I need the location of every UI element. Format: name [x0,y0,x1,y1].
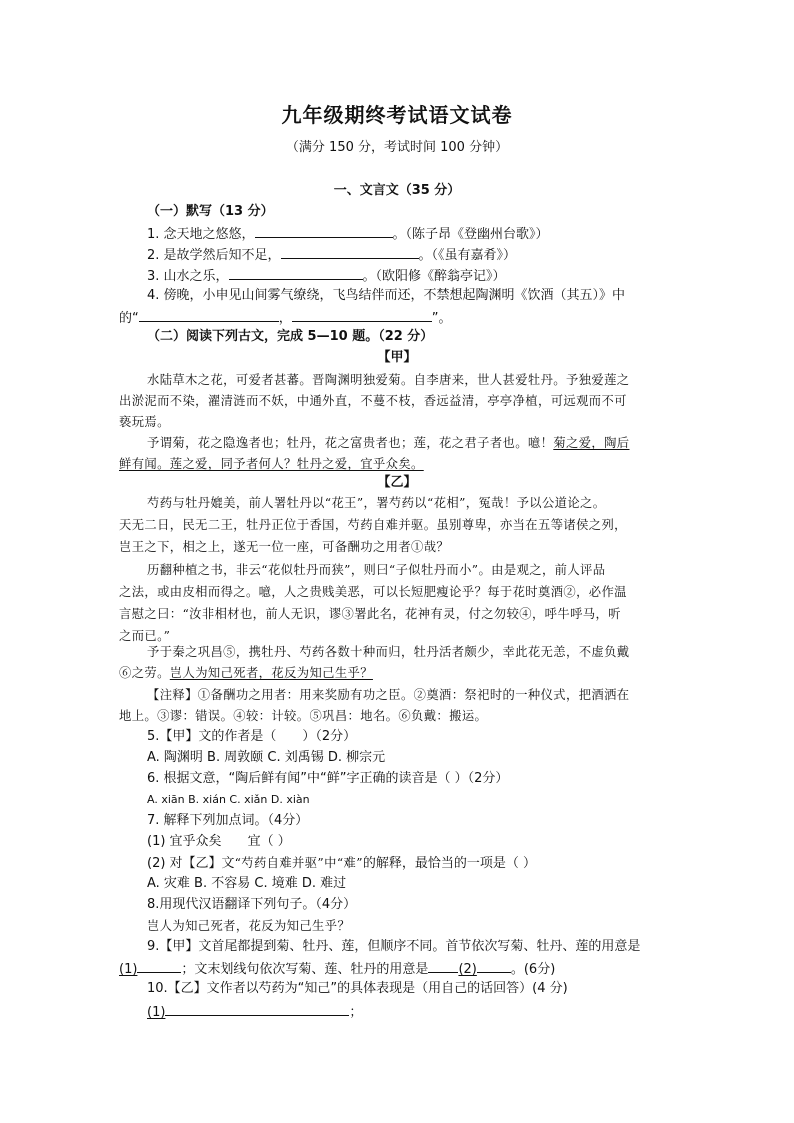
passage-line: 亵玩焉。 [119,415,170,429]
underlined-sentence: 鲜有闻。莲之爱，同予者何人？牡丹之爱，宜乎众矣。 [119,457,424,471]
underlined-sentence: 岂人为知己死者，花反为知己生乎？ [169,666,373,680]
question-5-options: A. 陶渊明 B. 周敦颐 C. 刘禹锡 D. 柳宗元 [147,750,386,765]
answer-blank[interactable] [255,224,393,238]
question-2: 2. 是故学然后知不足， 。（《虽有嘉肴》） [147,245,516,265]
section-heading: 一、文言文（35 分） [333,183,461,198]
part2-heading: （二）阅读下列古文，完成 5—10 题。（22 分） [147,329,434,344]
question-1: 1. 念天地之悠悠， 。（陈子昂《登幽州台歌》） [147,224,549,244]
part1-heading: （一）默写（13 分） [147,204,274,219]
underlined-sentence: 菊之爱，陶后 [553,436,630,450]
passage-line: 水陆草木之花，可爱者甚蕃。晋陶渊明独爱菊。自李唐来，世人甚爱牡丹。予独爱莲之 [147,373,630,387]
passage-line: 予于秦之巩昌⑤，携牡丹、芍药各数十种而归，牡丹活者颇少，幸此花无恙，不虚负戴 [147,645,630,659]
question-8: 8.用现代汉语翻译下列句子。（4分） [147,897,357,912]
answer-blank[interactable] [139,308,279,322]
passage-line: 出淤泥而不染，濯清涟而不妖，中通外直，不蔓不枝，香远益清，亭亭净植，可远观而不可 [119,394,627,408]
passage-jia-label: 【甲】 [377,350,417,365]
question-5: 5.【甲】文的作者是（ ）（2分） [147,729,357,744]
passage-line: 予谓菊，花之隐逸者也；牡丹，花之富贵者也；莲，花之君子者也。噫！菊之爱，陶后 [147,436,630,450]
question-7-options: A. 灾难 B. 不容易 C. 境难 D. 难过 [147,876,347,891]
passage-line: 言慰之曰：“汝非相材也，前人无识，谬③署此名，花神有灵，付之勿较④，呼牛呼马，听 [119,607,621,621]
question-4-line1: 4. 傍晚，小申见山间雾气缭绕，飞鸟结伴而还，不禁想起陶渊明《饮酒（其五）》中 [147,288,626,303]
passage-line: 之而已。” [119,629,171,643]
annotation-line: 【注释】①备酬功之用者：用来奖励有功之臣。②奠酒：祭祀时的一种仪式，把酒洒在 [147,688,630,702]
answer-blank[interactable] [477,959,511,973]
answer-blank[interactable] [229,266,363,280]
question-6-options: A. xiān B. xián C. xiǎn D. xiàn [147,793,310,806]
question-3: 3. 山水之乐， 。（欧阳修《醉翁亭记》） [147,266,506,286]
answer-blank[interactable] [165,1002,349,1016]
annotation-line: 地上。③谬：错误。④较：计较。⑤巩昌：地名。⑥负戴：搬运。 [119,709,488,723]
answer-blank[interactable] [281,245,419,259]
question-6: 6. 根据文意，“陶后鲜有闻”中“鲜”字正确的读音是（ ）（2分） [147,771,509,786]
passage-line: ⑥之劳。岂人为知己死者，花反为知己生乎？ [119,666,373,680]
question-4-line2: 的“ ， ”。 [119,308,452,328]
passage-line: 芍药与牡丹媲美，前人署牡丹以“花王”，署芍药以“花相”，冤哉！予以公道论之。 [147,496,606,510]
question-7-1: (1) 宜乎众矣 宜（ ） [147,834,291,849]
passage-yi-label: 【乙】 [377,475,417,490]
page-title: 九年级期终考试语文试卷 [281,103,513,127]
question-8-sentence: 岂人为知己死者，花反为知己生乎？ [147,919,351,933]
question-7: 7. 解释下列加点词。（4分） [147,813,309,828]
answer-blank[interactable] [137,959,181,973]
page-subtitle: （满分 150 分，考试时间 100 分钟） [285,140,509,155]
question-9-line2: (1) ；文末划线句依次写菊、莲、牡丹的用意是 (2) 。(6分) [119,959,555,979]
passage-line: 天无二日，民无二王，牡丹正位于香国，芍药自难并驱。虽别尊卑，亦当在五等诸侯之列， [119,518,627,532]
question-10: 10.【乙】文作者以芍药为“知己”的具体表现是（用自己的话回答）(4 分) [147,981,568,996]
answer-blank[interactable] [428,959,458,973]
question-7-2: (2) 对【乙】文“芍药自难并驱”中“难”的解释，最恰当的一项是（ ） [147,856,537,871]
passage-line: 之法，或由皮相而得之。噫，人之贵贱美恶，可以长短肥瘦论乎？每于花时奠酒②，必作温 [119,585,627,599]
passage-line: 岂王之下，相之上，遂无一位一座，可备酬功之用者①哉？ [119,540,450,554]
answer-blank[interactable] [292,308,432,322]
question-10-answer: (1) ； [147,1002,362,1022]
question-9-line1: 9.【甲】文首尾都提到菊、牡丹、莲，但顺序不同。首节依次写菊、牡丹、莲的用意是 [147,939,641,954]
passage-line: 历翻种植之书，非云“花似牡丹而狭”，则曰“子似牡丹而小”。由是观之，前人评品 [147,563,606,577]
